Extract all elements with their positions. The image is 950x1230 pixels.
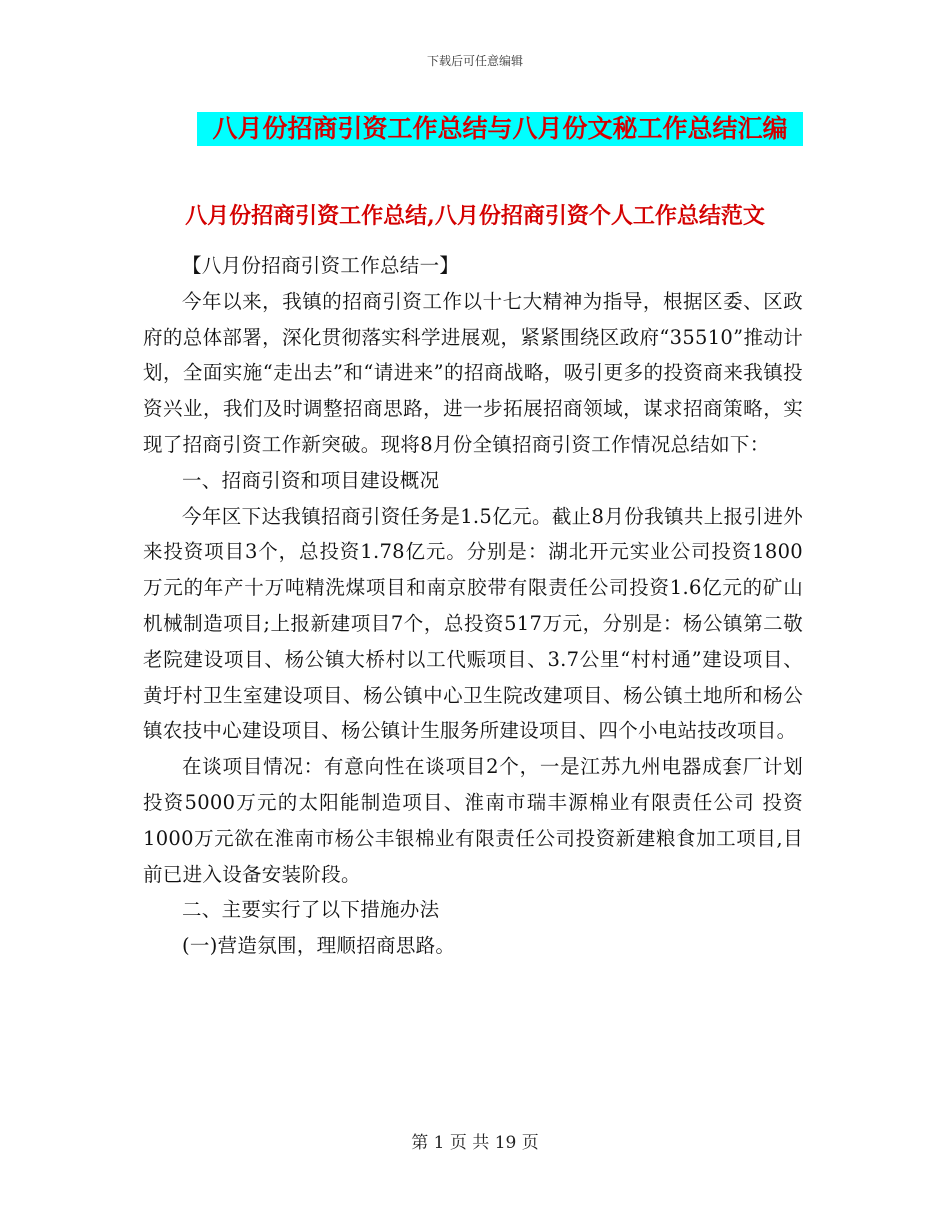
paragraph-heading: 二、主要实行了以下措施办法: [182, 898, 440, 922]
paragraph-heading: 一、招商引资和项目建设概况: [182, 468, 440, 492]
paragraph-heading: (一)营造氛围，理顺招商思路。: [182, 934, 456, 958]
document-title: 八月份招商引资工作总结与八月份文秘工作总结汇编: [197, 112, 803, 146]
page-header: 下载后可任意编辑: [426, 54, 523, 68]
paragraph: 今年以来，我镇的招商引资工作以十七大精神为指导，根据区委、区政府的总体部署，深化贯彻落实科学进展观，紧紧围绕区政府“35510”推动计划，全面实施“走出去”和“请进来”的招商战略，吸引更多的投资商来我镇投资兴业，我们及时调整招商思路，进一步拓展招商领域，谋求招商策略，实现了招商引资工作新突破。现将8月份全镇招商引资工作情况总结如下：: [143, 289, 803, 456]
paragraph-heading: 【八月份招商引资工作总结一】: [182, 254, 460, 277]
paragraph: 今年区下达我镇招商引资任务是1.5亿元。截止8月份我镇共上报引进外来投资项目3个，总投资1.78亿元。分别是：湖北开元实业公司投资1800万元的年产十万吨精洗煤项目和南京胶带有限责任公司投资1.6亿元的矿山机械制造项目;上报新建项目7个，总投资517万元，分别是：杨公镇第二敬老院建设项目、杨公镇大桥村以工代赈项目、3.7公里“村村通”建设项目、黄圩村卫生室建设项目、杨公镇中心卫生院改建项目、杨公镇土地所和杨公镇农技中心建设项目、杨公镇计生服务所建设项目、四个小电站技改项目。: [143, 504, 803, 743]
page-footer: 第 1 页 共 19 页: [411, 1133, 539, 1153]
section-title: 八月份招商引资工作总结,八月份招商引资个人工作总结范文: [185, 203, 765, 229]
paragraph: 在谈项目情况：有意向性在谈项目2个，一是江苏九州电器成套厂计划投资5000万元的太阳能制造项目、淮南市瑞丰源棉业有限责任公司 投资1000万元欲在淮南市杨公丰银棉业有限责任公司投资新建粮食加工项目,目前已进入设备安装阶段。: [143, 755, 803, 886]
document-body: [143, 248, 803, 964]
